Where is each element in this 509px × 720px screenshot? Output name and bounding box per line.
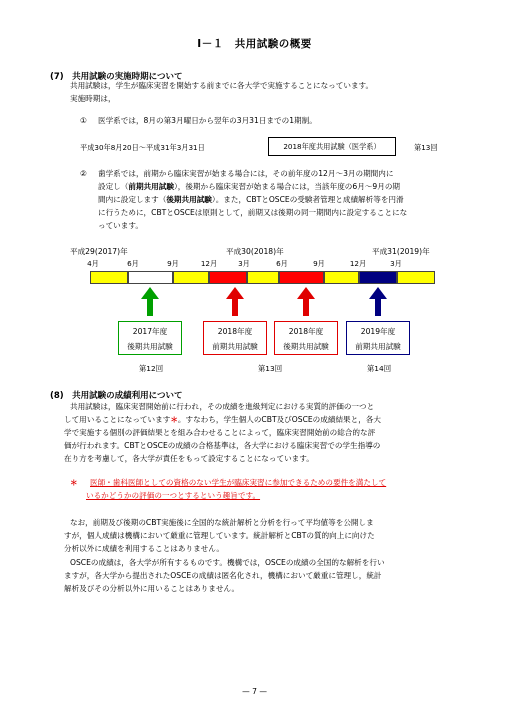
- kai-14: 第14回: [366, 364, 392, 373]
- p3-line1: OSCEの成績は，各大学が所有するものです。機構では，OSCEの成績の全国的な解析を行い: [70, 558, 385, 567]
- item2-line2: 設定し（前期共用試験），後期から臨床実習が始まる場合には，当該年度の6月～9月の期: [98, 182, 401, 191]
- item2-number: ②: [80, 169, 87, 178]
- term-label-2019-earlier: 2019年度 前期共用試験: [346, 321, 410, 355]
- s7-intro-line1: 共用試験は，学生が臨床実習を開始する前までに各大学で実施することになっています。: [70, 81, 374, 90]
- arrow-up-icon: [141, 287, 159, 316]
- month-tick: 6月: [276, 259, 288, 268]
- section-7-heading: (7) 共用試験の実施時期について: [50, 72, 183, 82]
- timeline-year-2017: 平成29(2017)年: [70, 247, 128, 256]
- item1-number: ①: [80, 116, 87, 125]
- s8-line3: 学で実施する個別の評価結果とを組み合わせることによって，臨床実習開始前の総合的な評: [64, 428, 376, 437]
- arrow-up-icon: [297, 287, 315, 316]
- month-tick: 3月: [238, 259, 250, 268]
- p2-line2: すが，個人成績は機構において厳重に管理しています。統計解析とCBTの質的向上に向けた: [64, 531, 375, 540]
- period-kai: 第13回: [414, 143, 438, 152]
- s8-line5: 在り方を考慮して，各大学が責任をもって設定することになっています。: [64, 454, 314, 463]
- month-tick: 4月: [87, 259, 99, 268]
- arrow-up-icon: [369, 287, 387, 316]
- month-tick: 3月: [390, 259, 402, 268]
- timeline-year-2019: 平成31(2019)年: [372, 247, 430, 256]
- kai-13: 第13回: [257, 364, 283, 373]
- s8-line2: して用いることになっています＊。すなわち，学生個人のCBT及びOSCEの成績結果と，各大: [64, 415, 382, 424]
- term-label-2018-later: 2018年度 後期共用試験: [274, 321, 338, 355]
- arrow-up-icon: [226, 287, 244, 316]
- item2-line3: 間内に設定します（後期共用試験）。また，CBTとOSCEの受験者管理と成績解析等を円滑: [98, 195, 404, 204]
- s7-intro-line2: 実施時期は，: [70, 94, 116, 103]
- note-line1: 医師・歯科医師としての資格のない学生が臨床実習に参加できるための要件を満たして: [90, 478, 387, 487]
- note-star: ＊: [70, 478, 78, 487]
- item2-line1: 歯学系では，前期から臨床実習が始まる場合には，その前年度の12月～3月の期間内に: [98, 169, 394, 178]
- page-title: Ⅰ－１ 共用試験の概要: [197, 38, 312, 50]
- term-label-2017-later: 2017年度 後期共用試験: [118, 321, 182, 355]
- period-box: 2018年度共用試験（医学系）: [268, 137, 396, 156]
- s8-line1: 共用試験は，臨床実習開始前に行われ，その成績を進級判定における実質的評価の一つと: [70, 402, 375, 411]
- s8-line4: 価が行われます。CBTとOSCEの成績の合格基準は，各大学における臨床実習での学生指導の: [64, 441, 381, 450]
- month-tick: 9月: [313, 259, 325, 268]
- month-tick: 9月: [167, 259, 179, 268]
- note-line2: いるかどうかの評価の一つとするという趣旨です。: [86, 491, 261, 500]
- month-tick: 12月: [349, 259, 367, 268]
- period-dates: 平成30年8月20日～平成31年3月31日: [80, 143, 205, 152]
- section-8-heading: (8) 共用試験の成績利用について: [50, 391, 183, 401]
- kai-12: 第12回: [138, 364, 164, 373]
- p3-line3: 解析及びその分析以外に用いることはありません。: [64, 584, 240, 593]
- page-number: — 7 —: [242, 687, 267, 696]
- p2-line1: なお，前期及び後期のCBT実施後に全国的な統計解析と分析を行って平均値等を公開しま: [70, 518, 374, 527]
- p3-line2: ますが，各大学から提出されたOSCEの成績は匿名化され，機構において厳重に管理し，統計: [64, 571, 382, 580]
- month-tick: 6月: [127, 259, 139, 268]
- item2-line5: っています。: [98, 221, 143, 230]
- term-label-2018-earlier: 2018年度 前期共用試験: [203, 321, 267, 355]
- timeline-year-2018: 平成30(2018)年: [226, 247, 284, 256]
- item1-text: 医学系では，8月の第3月曜日から翌年の3月31日までの1期制。: [98, 116, 317, 125]
- item2-line4: に行うために，CBTとOSCEは原則として，前期又は後期の同一期間内に設定することにな: [98, 208, 408, 217]
- p2-line3: 分析以外に成績を利用することはありません。: [64, 544, 224, 553]
- month-tick: 12月: [200, 259, 218, 268]
